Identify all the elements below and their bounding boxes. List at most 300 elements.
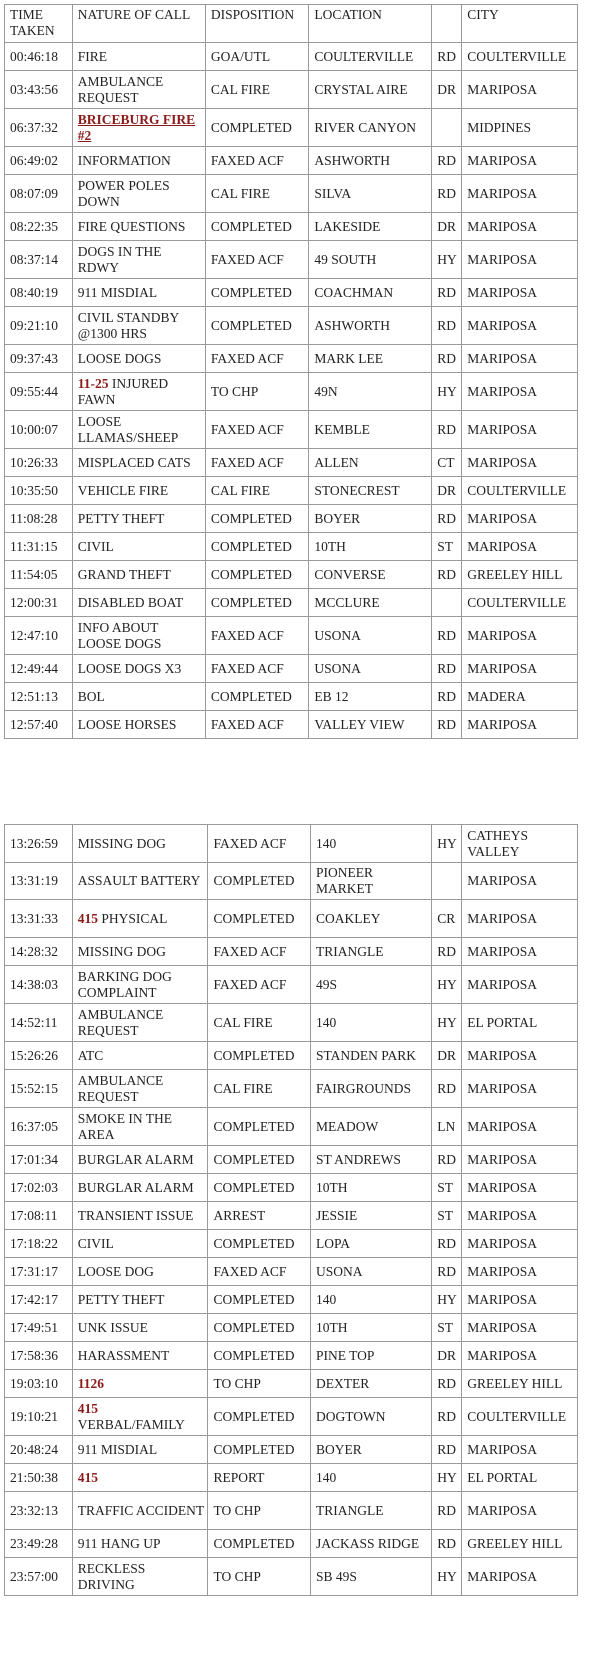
city-text: MARIPOSA — [467, 251, 537, 267]
location-text: SILVA — [314, 185, 352, 201]
suffix-text: HY — [437, 1014, 457, 1030]
disposition-text: REPORT — [213, 1469, 265, 1485]
call-code: 1126 — [77, 1375, 104, 1391]
table-row — [5, 1202, 578, 1230]
city-text: MARIPOSA — [467, 1347, 538, 1363]
suffix-cell — [432, 109, 462, 147]
suffix-text: DR — [437, 1047, 457, 1063]
time-text: 00:46:18 — [10, 48, 59, 64]
suffix-text: RD — [437, 1263, 457, 1279]
city-cell — [462, 1258, 578, 1286]
nature-cell — [72, 1230, 208, 1258]
table-row — [5, 1342, 578, 1370]
time-cell — [5, 1286, 73, 1314]
time-cell — [5, 241, 73, 279]
nature-text: LOOSE DOGS — [77, 350, 162, 366]
city-cell — [462, 1286, 578, 1314]
suffix-text: RD — [437, 660, 456, 676]
time-text: 12:51:13 — [10, 688, 59, 704]
nature-text: BURGLAR ALARM — [77, 1151, 194, 1167]
city-text: MARIPOSA — [467, 1080, 538, 1096]
disposition-cell — [205, 373, 308, 411]
time-text: 17:01:34 — [10, 1151, 59, 1167]
nature-cell — [72, 1070, 208, 1108]
location-text: USONA — [314, 627, 361, 643]
suffix-text: HY — [437, 251, 457, 267]
time-cell — [5, 1398, 73, 1436]
location-text: 10TH — [314, 538, 346, 554]
disposition-text: COMPLETED — [213, 1535, 295, 1551]
suffix-cell — [432, 1492, 462, 1530]
suffix-text: RD — [437, 152, 456, 168]
disposition-cell — [205, 71, 308, 109]
disposition-text: FAXED ACF — [210, 454, 284, 470]
time-cell — [5, 1492, 73, 1530]
disposition-text: COMPLETED — [213, 910, 295, 926]
time-text: 08:07:09 — [10, 185, 59, 201]
location-text: FAIRGROUNDS — [315, 1080, 411, 1096]
city-text: MARIPOSA — [467, 627, 537, 643]
location-text: BOYER — [315, 1441, 362, 1457]
location-text: 140 — [315, 1469, 337, 1485]
nature-cell — [72, 1464, 208, 1492]
location-text: MARK LEE — [314, 350, 383, 366]
disposition-text: FAXED ACF — [210, 660, 284, 676]
suffix-cell — [432, 345, 462, 373]
city-cell — [462, 109, 578, 147]
nature-cell — [72, 241, 205, 279]
suffix-text: ST — [437, 538, 453, 554]
table-row — [5, 683, 578, 711]
city-cell — [462, 477, 578, 505]
time-text: 14:52:11 — [10, 1014, 58, 1030]
time-text: 09:21:10 — [10, 317, 59, 333]
suffix-text: HY — [437, 976, 457, 992]
nature-text: MISSING DOG — [77, 835, 166, 851]
header-suffix — [432, 5, 462, 43]
suffix-cell — [432, 411, 462, 449]
location-cell — [309, 373, 432, 411]
city-cell — [462, 711, 578, 739]
suffix-cell — [432, 825, 462, 863]
location-text: USONA — [315, 1263, 363, 1279]
disposition-cell — [205, 279, 308, 307]
nature-cell — [72, 477, 205, 505]
time-cell — [5, 373, 73, 411]
nature-cell — [72, 1530, 208, 1558]
city-text: MARIPOSA — [467, 873, 538, 888]
city-cell — [462, 279, 578, 307]
location-cell — [309, 175, 432, 213]
time-text: 10:35:50 — [10, 482, 59, 498]
suffix-cell — [432, 561, 462, 589]
disposition-text: COMPLETED — [213, 873, 295, 888]
location-cell — [310, 900, 431, 938]
city-cell — [462, 1342, 578, 1370]
suffix-text: CR — [437, 910, 456, 926]
header-location: LOCATION — [309, 5, 432, 43]
table-row — [5, 373, 578, 411]
disposition-text: COMPLETED — [210, 510, 292, 526]
nature-cell — [72, 505, 205, 533]
suffix-cell — [432, 1202, 462, 1230]
location-text: EB 12 — [314, 688, 349, 704]
time-cell — [5, 825, 73, 863]
city-cell — [462, 147, 578, 175]
time-text: 17:42:17 — [10, 1291, 59, 1307]
time-text: 14:38:03 — [10, 976, 59, 992]
disposition-cell — [205, 147, 308, 175]
location-text: MCCLURE — [314, 594, 380, 610]
suffix-cell — [432, 1004, 462, 1042]
city-text: MARIPOSA — [467, 1047, 538, 1063]
time-cell — [5, 345, 73, 373]
city-cell — [462, 373, 578, 411]
time-cell — [5, 1202, 73, 1230]
disposition-cell — [205, 307, 308, 345]
suffix-text: RD — [437, 421, 456, 437]
time-text: 17:49:51 — [10, 1319, 59, 1335]
suffix-text: HY — [437, 1469, 457, 1485]
nature-text: VEHICLE FIRE — [77, 482, 169, 498]
city-text: GREELEY HILL — [467, 566, 563, 582]
time-cell — [5, 505, 73, 533]
disposition-cell — [208, 1230, 311, 1258]
table-row — [5, 477, 578, 505]
suffix-cell — [432, 373, 462, 411]
table-row — [5, 279, 578, 307]
disposition-cell — [208, 1398, 311, 1436]
suffix-cell — [432, 900, 462, 938]
nature-cell — [72, 533, 205, 561]
table-row — [5, 938, 578, 966]
city-text: MARIPOSA — [467, 284, 537, 300]
disposition-cell — [208, 1070, 311, 1108]
nature-cell — [72, 1398, 208, 1436]
nature-cell — [72, 655, 205, 683]
nature-text: HARASSMENT — [77, 1347, 170, 1363]
disposition-cell — [208, 1146, 311, 1174]
disposition-cell — [208, 1370, 311, 1398]
suffix-text: RD — [437, 1151, 457, 1167]
location-text: MEADOW — [315, 1118, 379, 1134]
table-row — [5, 1398, 578, 1436]
nature-text: PHYSICAL — [101, 910, 168, 926]
table-row — [5, 1004, 578, 1042]
time-cell — [5, 213, 73, 241]
city-text: COULTERVILLE — [467, 482, 567, 498]
location-text: TRIANGLE — [315, 1502, 384, 1518]
location-cell — [310, 1174, 431, 1202]
time-cell — [5, 43, 73, 71]
time-cell — [5, 533, 73, 561]
nature-cell — [72, 71, 205, 109]
disposition-cell — [205, 617, 308, 655]
location-cell — [310, 1436, 431, 1464]
suffix-text: HY — [437, 1291, 457, 1307]
nature-cell — [72, 1258, 208, 1286]
location-text: BOYER — [314, 510, 361, 526]
city-cell — [462, 1146, 578, 1174]
suffix-text: RD — [437, 1080, 457, 1096]
location-cell — [309, 43, 432, 71]
nature-cell — [72, 345, 205, 373]
suffix-cell — [432, 711, 462, 739]
city-cell — [462, 71, 578, 109]
time-cell — [5, 449, 73, 477]
location-cell — [309, 411, 432, 449]
nature-text: FIRE QUESTIONS — [77, 218, 186, 234]
location-text: USONA — [314, 660, 361, 676]
suffix-cell — [432, 1398, 462, 1436]
city-cell — [462, 213, 578, 241]
suffix-text: DR — [437, 1347, 457, 1363]
nature-text: INFORMATION — [77, 152, 171, 168]
time-text: 17:18:22 — [10, 1235, 59, 1251]
table-row — [5, 241, 578, 279]
disposition-text: COMPLETED — [213, 1179, 295, 1195]
location-cell — [310, 825, 431, 863]
city-text: MARIPOSA — [467, 1441, 538, 1457]
disposition-cell — [208, 1492, 311, 1530]
city-text: MARIPOSA — [467, 1235, 538, 1251]
city-cell — [462, 1436, 578, 1464]
suffix-cell — [432, 617, 462, 655]
city-cell — [462, 589, 578, 617]
call-code: 415 — [77, 910, 98, 926]
nature-cell — [72, 900, 208, 938]
table-row — [5, 1436, 578, 1464]
nature-text: CIVIL STANDBY @1300 HRS — [77, 309, 179, 341]
nature-text: PETTY THEFT — [77, 1291, 165, 1307]
location-text: 140 — [315, 835, 337, 851]
time-text: 15:26:26 — [10, 1047, 59, 1063]
time-text: 16:37:05 — [10, 1118, 59, 1134]
table-row — [5, 655, 578, 683]
city-text: MIDPINES — [467, 119, 531, 135]
location-cell — [309, 505, 432, 533]
city-text: MARIPOSA — [467, 538, 537, 554]
nature-text: TRANSIENT ISSUE — [77, 1207, 194, 1223]
time-text: 17:58:36 — [10, 1347, 59, 1363]
city-cell — [462, 1230, 578, 1258]
location-text: 10TH — [315, 1179, 348, 1195]
disposition-text: CAL FIRE — [210, 81, 271, 97]
time-cell — [5, 1004, 73, 1042]
disposition-cell — [205, 109, 308, 147]
city-text: MARIPOSA — [467, 1151, 538, 1167]
nature-text: AMBULANCE REQUEST — [77, 1072, 164, 1104]
nature-cell — [72, 175, 205, 213]
location-text: ASHWORTH — [314, 152, 391, 168]
location-text: DOGTOWN — [315, 1408, 386, 1424]
city-text: EL PORTAL — [467, 1014, 538, 1030]
city-cell — [462, 561, 578, 589]
suffix-cell — [432, 966, 462, 1004]
nature-cell — [72, 825, 208, 863]
table-row — [5, 1370, 578, 1398]
city-cell — [462, 345, 578, 373]
time-text: 10:26:33 — [10, 454, 59, 470]
nature-text: 911 MISDIAL — [77, 284, 158, 300]
time-cell — [5, 1314, 73, 1342]
table-row — [5, 449, 578, 477]
city-text: MARIPOSA — [467, 81, 537, 97]
suffix-cell — [432, 505, 462, 533]
city-text: CATHEYS VALLEY — [467, 827, 529, 859]
suffix-cell — [432, 1464, 462, 1492]
time-cell — [5, 655, 73, 683]
location-text: COACHMAN — [314, 284, 394, 300]
location-text: VALLEY VIEW — [314, 716, 405, 732]
table-row — [5, 1314, 578, 1342]
location-cell — [309, 147, 432, 175]
location-cell — [310, 1146, 431, 1174]
call-code: 11-25 — [77, 375, 109, 391]
nature-cell — [72, 863, 208, 900]
city-cell — [462, 938, 578, 966]
table-row — [5, 589, 578, 617]
disposition-cell — [205, 711, 308, 739]
suffix-text: RD — [437, 284, 456, 300]
location-cell — [310, 938, 431, 966]
disposition-cell — [208, 1286, 311, 1314]
time-text: 08:22:35 — [10, 218, 59, 234]
nature-cell — [72, 589, 205, 617]
city-cell — [462, 1314, 578, 1342]
nature-text: AMBULANCE REQUEST — [77, 73, 164, 105]
location-text: COAKLEY — [315, 910, 381, 926]
location-cell — [310, 1530, 431, 1558]
disposition-text: COMPLETED — [213, 1408, 295, 1424]
time-text: 11:31:15 — [10, 538, 58, 554]
city-cell — [462, 307, 578, 345]
disposition-cell — [208, 966, 311, 1004]
city-cell — [462, 505, 578, 533]
location-cell — [310, 1464, 431, 1492]
disposition-text: TO CHP — [213, 1375, 261, 1391]
time-cell — [5, 900, 73, 938]
city-cell — [462, 533, 578, 561]
nature-cell — [72, 561, 205, 589]
nature-cell — [72, 1108, 208, 1146]
city-cell — [462, 1174, 578, 1202]
location-text: STANDEN PARK — [315, 1047, 417, 1063]
suffix-cell — [432, 1436, 462, 1464]
time-text: 09:37:43 — [10, 350, 59, 366]
city-text: MARIPOSA — [467, 1291, 538, 1307]
suffix-cell — [432, 213, 462, 241]
table-row — [5, 1108, 578, 1146]
table-row — [5, 1042, 578, 1070]
disposition-cell — [205, 449, 308, 477]
disposition-text: COMPLETED — [213, 1235, 295, 1251]
location-text: 10TH — [315, 1319, 348, 1335]
header-row — [5, 5, 578, 43]
time-cell — [5, 589, 73, 617]
disposition-cell — [208, 1108, 311, 1146]
city-text: MARIPOSA — [467, 152, 537, 168]
suffix-cell — [432, 1342, 462, 1370]
location-text: ASHWORTH — [314, 317, 391, 333]
nature-text: UNK ISSUE — [77, 1319, 148, 1335]
nature-text: FIRE — [77, 48, 108, 64]
time-cell — [5, 561, 73, 589]
disposition-text: GOA/UTL — [210, 48, 271, 64]
disposition-text: COMPLETED — [213, 1319, 295, 1335]
table-row — [5, 1464, 578, 1492]
time-text: 09:55:44 — [10, 383, 59, 399]
disposition-cell — [205, 175, 308, 213]
city-text: GREELEY HILL — [467, 1375, 563, 1391]
city-text: MARIPOSA — [467, 1179, 538, 1195]
suffix-cell — [432, 533, 462, 561]
disposition-text: CAL FIRE — [213, 1014, 273, 1030]
location-text: 140 — [315, 1291, 337, 1307]
nature-text: BOL — [77, 688, 105, 704]
time-cell — [5, 109, 73, 147]
suffix-cell — [432, 1370, 462, 1398]
table-row — [5, 1492, 578, 1530]
time-text: 12:57:40 — [10, 716, 59, 732]
disposition-cell — [205, 213, 308, 241]
table-row — [5, 43, 578, 71]
nature-text: TRAFFIC ACCIDENT — [77, 1502, 205, 1518]
nature-text: VERBAL/FAMILY — [77, 1416, 185, 1432]
suffix-text: RD — [437, 627, 456, 643]
city-text: MARIPOSA — [467, 1207, 538, 1223]
suffix-text: RD — [437, 688, 456, 704]
time-text: 19:03:10 — [10, 1375, 59, 1391]
nature-text: MISSING DOG — [77, 943, 166, 959]
city-text: COULTERVILLE — [467, 1408, 567, 1424]
city-cell — [462, 1108, 578, 1146]
location-cell — [309, 711, 432, 739]
nature-text: ATC — [77, 1047, 104, 1063]
time-text: 13:31:33 — [10, 910, 59, 926]
disposition-cell — [208, 900, 311, 938]
nature-text: INFO ABOUT LOOSE DOGS — [77, 619, 162, 651]
time-text: 20:48:24 — [10, 1441, 59, 1457]
disposition-text: COMPLETED — [213, 1047, 295, 1063]
location-text: 49N — [314, 383, 338, 399]
city-text: MARIPOSA — [467, 660, 537, 676]
disposition-cell — [208, 1558, 311, 1596]
city-text: MARIPOSA — [467, 317, 537, 333]
city-text: COULTERVILLE — [467, 48, 567, 64]
nature-cell — [72, 1558, 208, 1596]
disposition-text: CAL FIRE — [210, 482, 271, 498]
disposition-text: COMPLETED — [213, 1151, 295, 1167]
location-cell — [309, 477, 432, 505]
location-text: ALLEN — [314, 454, 359, 470]
table-row — [5, 345, 578, 373]
time-text: 11:54:05 — [10, 566, 58, 582]
location-text: JACKASS RIDGE — [315, 1535, 420, 1551]
table-row — [5, 1258, 578, 1286]
suffix-cell — [432, 1258, 462, 1286]
suffix-cell — [432, 1230, 462, 1258]
nature-text: BRICEBURG FIRE #2 — [77, 111, 196, 143]
nature-text: INJURED FAWN — [77, 375, 169, 407]
time-cell — [5, 1258, 73, 1286]
nature-cell — [72, 449, 205, 477]
city-text: MARIPOSA — [467, 1263, 538, 1279]
city-cell — [462, 411, 578, 449]
suffix-text: HY — [437, 383, 457, 399]
disposition-text: FAXED ACF — [213, 835, 287, 851]
disposition-text: COMPLETED — [210, 688, 292, 704]
